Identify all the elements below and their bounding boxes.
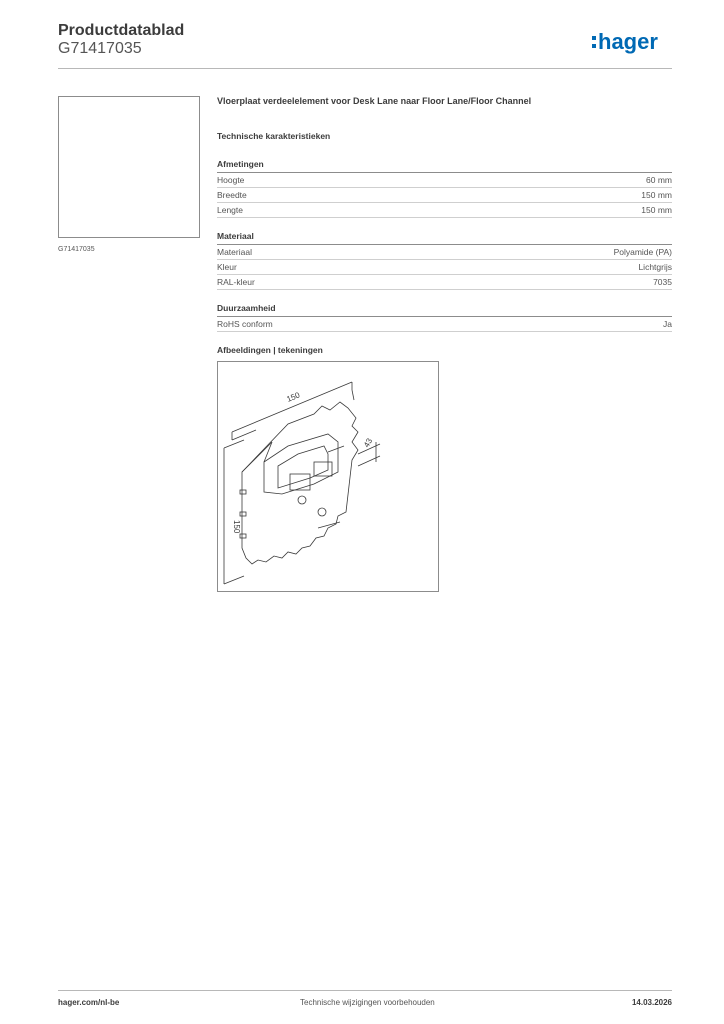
dim-ext-left-top: [224, 440, 244, 448]
product-details: [217, 96, 672, 356]
dim-label-depth: 43: [361, 436, 375, 449]
logo-text: hager: [598, 29, 658, 54]
spec-label: Materiaal: [217, 247, 252, 257]
spec-label: Kleur: [217, 262, 237, 272]
technical-drawing-svg: [218, 362, 438, 591]
section-title: Materiaal: [217, 231, 672, 245]
product-description: Vloerplaat verdeelelement voor Desk Lane naar Floor Lane/Floor Channel: [217, 96, 532, 106]
dim-depth-2: [358, 456, 380, 466]
product-image-caption: G71417035: [58, 246, 95, 253]
connector-block: [314, 462, 332, 476]
slot: [240, 534, 246, 538]
spec-value: 150 mm: [641, 205, 672, 215]
slot: [240, 490, 246, 494]
footer-date: 14.03.2026: [631, 998, 672, 1007]
section-title: Afmetingen: [217, 159, 672, 173]
spec-row: [217, 260, 672, 275]
spec-value: Polyamide (PA): [613, 247, 672, 257]
footer-disclaimer: Technische wijzigingen voorbehouden: [300, 998, 435, 1007]
section-title: Duurzaamheid: [217, 303, 672, 317]
spec-value: Ja: [663, 319, 672, 329]
specs-heading: Technische karakteristieken: [217, 131, 331, 141]
connector-block: [290, 474, 310, 490]
spec-label: Lengte: [217, 205, 243, 215]
page-title: Productdatablad: [58, 22, 185, 39]
spec-value: Lichtgrijs: [638, 262, 672, 272]
spec-section-material: [217, 231, 672, 290]
spec-label: Hoogte: [217, 175, 245, 185]
drawings-heading: Afbeeldingen | tekeningen: [217, 345, 323, 355]
spec-value: 7035: [653, 277, 672, 287]
spec-label: RoHS conform: [217, 319, 273, 329]
dim-ext-top-right: [352, 390, 354, 400]
spec-value: 60 mm: [646, 175, 672, 185]
plate-outline: [242, 402, 358, 564]
spec-row: [217, 173, 672, 188]
cable-clip: [328, 446, 344, 452]
screw: [318, 508, 326, 516]
dim-ext-top-left: [232, 430, 256, 440]
footer-divider: [58, 990, 672, 991]
slot: [240, 512, 246, 516]
dim-label-width: 150: [285, 390, 302, 404]
spec-section-dimensions: [217, 159, 672, 218]
housing-outline: [264, 434, 338, 494]
logo-dot-bottom: [592, 44, 596, 48]
spec-row: [217, 317, 672, 332]
logo-dot-top: [592, 36, 596, 40]
technical-drawing: [217, 361, 439, 592]
footer-website: hager.com/nl-be: [58, 998, 120, 1007]
housing-inner: [278, 446, 328, 488]
spec-row: [217, 188, 672, 203]
plate-corner: [242, 442, 272, 472]
spec-value: 150 mm: [641, 190, 672, 200]
spec-row: [217, 203, 672, 218]
hager-logo: [590, 28, 680, 58]
product-image: [58, 96, 200, 238]
product-code: G71417035: [58, 40, 142, 57]
screw: [298, 496, 306, 504]
spec-row: [217, 245, 672, 260]
spec-section-sustainability: [217, 303, 672, 332]
dim-ext-left-bottom: [224, 576, 244, 584]
dim-label-height: 150: [232, 520, 241, 534]
spec-label: Breedte: [217, 190, 247, 200]
header-divider: [58, 68, 672, 69]
spec-row: [217, 275, 672, 290]
spec-label: RAL-kleur: [217, 277, 255, 287]
